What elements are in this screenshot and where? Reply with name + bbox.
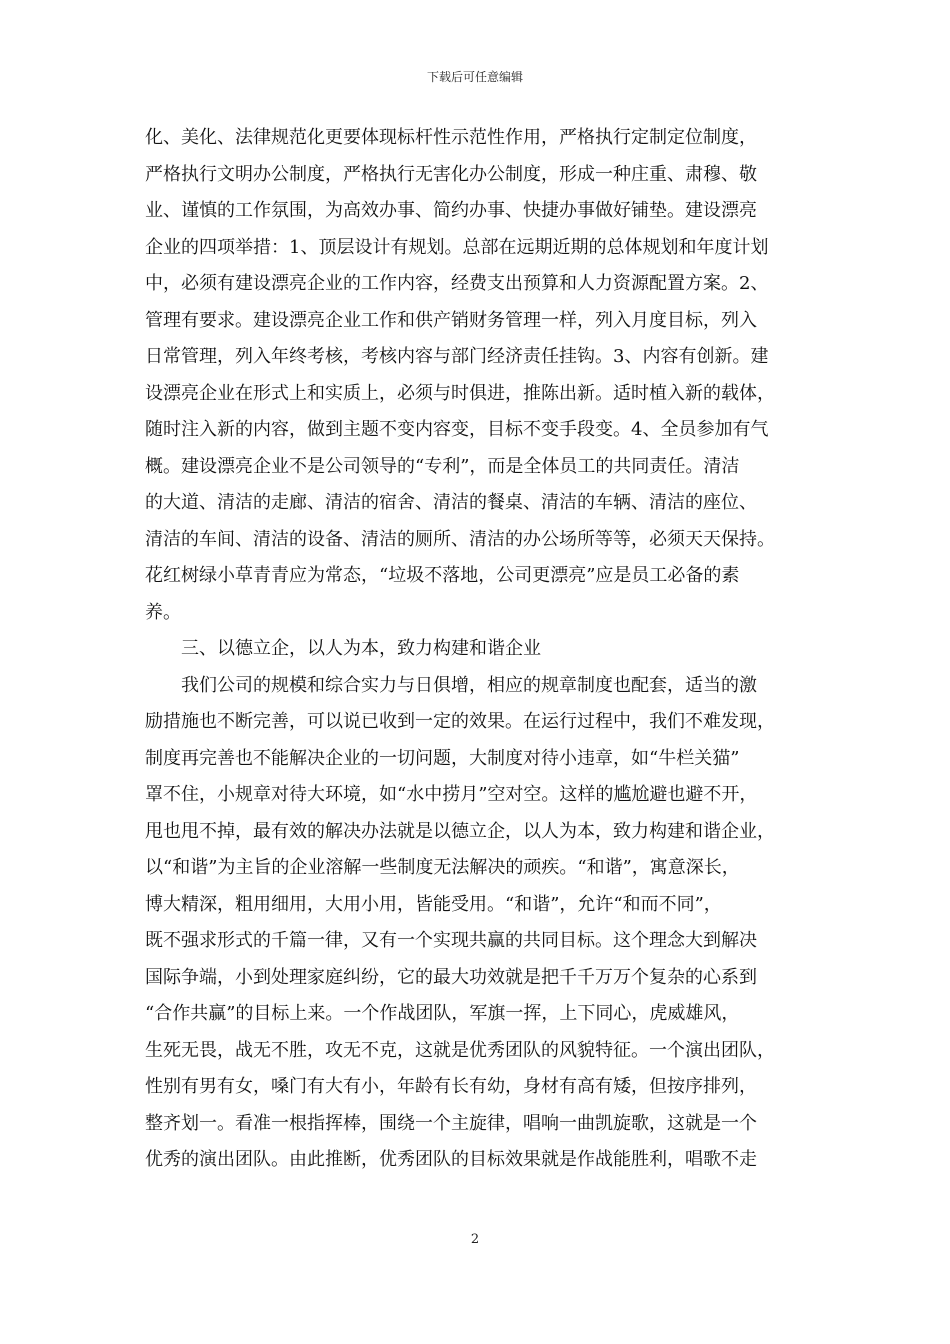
page-number: 2 (470, 1232, 480, 1247)
document-body (145, 120, 825, 1179)
text-line: 国际争端，小到处理家庭纠纷，它的最大功效就是把千千万万个复杂的心系到 (145, 966, 757, 988)
text-line: 化、美化、法律规范化更要体现标杆性示范性作用，严格执行定制定位制度， (145, 127, 757, 148)
text-line: 性别有男有女，嗓门有大有小，年龄有长有幼，身材有高有矮，但按序排列， (145, 1076, 757, 1097)
text-line: 设漂亮企业在形式上和实质上，必须与时俱进，推陈出新。适时植入新的载体， (145, 382, 775, 404)
text-line: 日常管理，列入年终考核，考核内容与部门经济责任挂钩。3、内容有创新。建 (145, 346, 769, 367)
text-line: 博大精深，粗用细用，大用小用，皆能受用。“和谐”，允许“和而不同”， (145, 893, 722, 915)
text-line: 严格执行文明办公制度，严格执行无害化办公制度，形成一种庄重、肃穆、敬 (145, 163, 757, 185)
text-line: 花红树绿小草青青应为常态，“垃圾不落地，公司更漂亮”应是员工必备的素 (145, 565, 740, 586)
text-line: 随时注入新的内容，做到主题不变内容变，目标不变手段变。4、全员参加有气 (145, 419, 769, 440)
page-header: 下载后可任意编辑 (426, 70, 523, 84)
text-line: 概。建设漂亮企业不是公司领导的“专利”，而是全体员工的共同责任。清洁 (145, 455, 740, 477)
text-line: 的大道、清洁的走廊、清洁的宿舍、清洁的餐桌、清洁的车辆、清洁的座位、 (145, 492, 757, 513)
text-line: 清洁的车间、清洁的设备、清洁的厕所、清洁的办公场所等等，必须天天保持。 (145, 528, 775, 550)
text-line: “合作共赢”的目标上来。一个作战团队，军旗一挥，上下同心，虎威雄风， (145, 1003, 740, 1024)
text-line: 励措施也不断完善，可以说已收到一定的效果。在运行过程中，我们不难发现， (145, 711, 775, 732)
text-line: 三、以德立企，以人为本，致力构建和谐企业 (181, 638, 541, 659)
text-line: 养。 (145, 601, 181, 623)
text-line: 整齐划一。看准一根指挥棒，围绕一个主旋律，唱响一曲凯旋歌，这就是一个 (145, 1112, 757, 1134)
text-line: 优秀的演出团队。由此推断，优秀团队的目标效果就是作战能胜利，唱歌不走 (145, 1149, 757, 1170)
text-line: 管理有要求。建设漂亮企业工作和供产销财务管理一样，列入月度目标，列入 (145, 309, 757, 331)
text-line: 中，必须有建设漂亮企业的工作内容，经费支出预算和人力资源配置方案。2、 (145, 273, 769, 294)
text-line: 生死无畏，战无不胜，攻无不克，这就是优秀团队的风貌特征。一个演出团队， (145, 1039, 775, 1061)
text-line: 制度再完善也不能解决企业的一切问题，大制度对待小违章，如“牛栏关猫” (145, 747, 740, 769)
text-line: 企业的四项举措：1、顶层设计有规划。总部在远期近期的总体规划和年度计划 (145, 236, 769, 258)
text-line: 我们公司的规模和综合实力与日俱增，相应的规章制度也配套，适当的激 (181, 674, 757, 696)
text-line: 罩不住，小规章对待大环境，如“水中捞月”空对空。这样的尴尬避也避不开， (145, 784, 758, 805)
text-line: 甩也甩不掉，最有效的解决办法就是以德立企，以人为本，致力构建和谐企业， (145, 820, 775, 842)
text-line: 既不强求形式的千篇一律，又有一个实现共赢的共同目标。这个理念大到解决 (145, 930, 757, 951)
text-line: 以“和谐”为主旨的企业溶解一些制度无法解决的顽疾。“和谐”，寓意深长， (145, 857, 740, 878)
text-line: 业、谨慎的工作氛围，为高效办事、简约办事、快捷办事做好铺垫。建设漂亮 (145, 200, 757, 221)
